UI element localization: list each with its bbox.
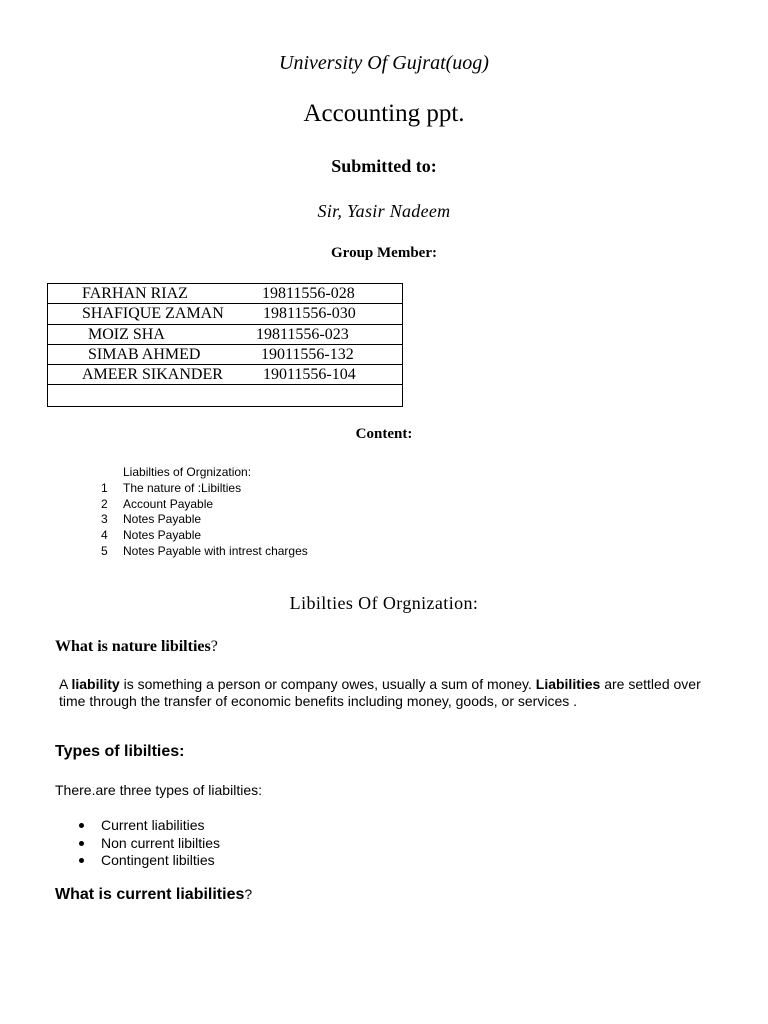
member-row xyxy=(48,365,402,385)
question-current-heading xyxy=(55,886,252,904)
paragraph-bold-term: liability xyxy=(71,676,120,692)
document-title: Accounting ppt. xyxy=(303,100,465,127)
liability-definition-paragraph xyxy=(59,676,719,709)
types-list xyxy=(78,817,220,870)
submitted-to-label: Submitted to: xyxy=(331,156,437,176)
member-name: SIMAB AHMED xyxy=(88,345,201,363)
member-row xyxy=(48,284,402,304)
toc-item-text: Notes Payable xyxy=(123,528,202,542)
section-title: Libilties Of Orgnization: xyxy=(289,593,479,613)
member-row xyxy=(48,385,402,405)
list-item: Contingent libilties xyxy=(78,852,220,870)
group-members-table xyxy=(47,283,403,407)
member-name: MOIZ SHA xyxy=(88,325,165,343)
question-text: What is nature libilties xyxy=(55,638,211,655)
types-heading: Types of libilties: xyxy=(55,743,185,760)
group-member-label: Group Member: xyxy=(331,245,437,261)
toc-item-text: Account Payable xyxy=(123,497,214,511)
member-name: FARHAN RIAZ xyxy=(82,285,188,302)
list-item: Current liabilities xyxy=(78,817,220,835)
list-item: Non current libilties xyxy=(78,835,220,853)
member-id: 19811556-030 xyxy=(263,305,356,323)
question-mark: ? xyxy=(244,886,253,902)
member-row xyxy=(48,325,402,345)
paragraph-text: A xyxy=(59,676,72,692)
toc-item-number: 1 xyxy=(101,481,108,495)
question-nature-heading xyxy=(55,638,218,656)
question-text: What is current liabilities xyxy=(55,886,245,903)
toc-item-text: Notes Payable xyxy=(123,512,202,526)
toc-item-text: The nature of :Libilties xyxy=(123,481,242,495)
member-id: 19011556-104 xyxy=(263,366,356,384)
paragraph-text: is something a person or company owes, usually a sum of money. xyxy=(119,676,536,692)
university-name: University Of Gujrat(uog) xyxy=(279,52,489,74)
types-intro: There.are three types of liabilties: xyxy=(55,782,262,798)
question-mark: ? xyxy=(210,638,218,655)
member-name: AMEER SIKANDER xyxy=(82,366,223,384)
toc-item-number: 5 xyxy=(101,544,108,558)
member-row xyxy=(48,345,402,365)
paragraph-text: are settled over time through the transfer of economic benefits including money, goods, or services . xyxy=(59,676,701,709)
member-row xyxy=(48,304,402,324)
content-heading: Content: xyxy=(355,426,413,442)
member-id: 19811556-028 xyxy=(262,285,355,302)
member-id: 19811556-023 xyxy=(256,325,349,343)
teacher-name: Sir, Yasir Nadeem xyxy=(317,201,451,221)
toc-item-number: 2 xyxy=(101,497,108,511)
toc-item-number: 4 xyxy=(101,528,108,542)
toc-item-text: Notes Payable with intrest charges xyxy=(123,544,308,558)
paragraph-bold-term: Liabilities xyxy=(535,676,601,692)
toc-item-number: 3 xyxy=(101,512,108,526)
member-name: SHAFIQUE ZAMAN xyxy=(82,305,224,323)
toc-intro: Liabilties of Orgnization: xyxy=(123,465,252,479)
member-id: 19011556-132 xyxy=(261,345,354,363)
